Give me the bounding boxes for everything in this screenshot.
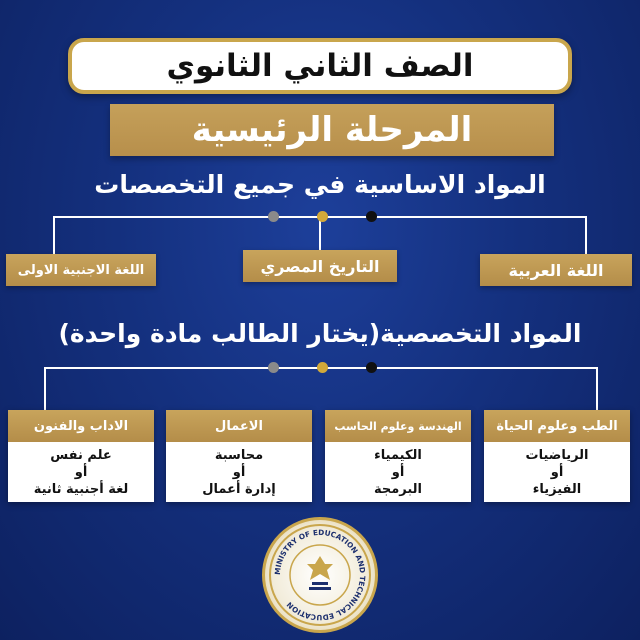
basic-connector-right (585, 216, 587, 258)
stage-title: المرحلة الرئيسية (110, 104, 554, 156)
track-options (166, 442, 312, 502)
subject-egyptian-history: التاريخ المصري (243, 250, 397, 282)
specialized-subjects-heading: المواد التخصصية(يختار الطالب مادة واحدة) (58, 319, 582, 348)
dot-black (366, 362, 377, 373)
track-options (8, 442, 154, 502)
track-card-arts (8, 410, 154, 502)
svg-text:MINISTRY OF EDUCATION AND TECH (273, 528, 367, 622)
dot-gray (268, 211, 279, 222)
seal-icon (265, 520, 375, 630)
track-option: محاسبة (214, 447, 264, 463)
dot-gold (317, 211, 328, 222)
track-name: الاداب والفنون (8, 410, 154, 442)
spec-connector-left (44, 367, 46, 412)
track-option: لغة أجنبية ثانية (33, 481, 129, 497)
subject-first-foreign-language: اللغة الاجنبية الاولى (6, 254, 156, 286)
grade-title: الصف الثاني الثانوي (68, 38, 572, 94)
dot-gold (317, 362, 328, 373)
track-option: علم نفس (50, 447, 112, 463)
basic-connector-left (53, 216, 55, 258)
track-option-or: أو (550, 464, 564, 480)
track-option: الكيمياء (374, 447, 422, 463)
track-option-or: أو (74, 464, 88, 480)
track-card-business (166, 410, 312, 502)
track-option: الرياضيات (525, 447, 589, 463)
track-option: البرمجة (373, 481, 423, 497)
subject-arabic: اللغة العربية (480, 254, 632, 286)
seal-text: MINISTRY OF EDUCATION AND TECHNICAL EDUCATION (272, 527, 368, 623)
basic-subjects-heading: المواد الاساسية في جميع التخصصات (94, 170, 546, 199)
track-options (484, 442, 630, 502)
track-option: الفيزياء (532, 481, 582, 497)
ministry-seal-logo (262, 517, 378, 633)
spec-connector-right (596, 367, 598, 412)
track-card-engineering (325, 410, 471, 502)
track-name: الطب وعلوم الحياة (484, 410, 630, 442)
dot-black (366, 211, 377, 222)
track-option-or: أو (232, 464, 246, 480)
track-name: الهندسة وعلوم الحاسب (325, 410, 471, 442)
dot-gray (268, 362, 279, 373)
track-name: الاعمال (166, 410, 312, 442)
track-card-medicine (484, 410, 630, 502)
track-option: إدارة أعمال (202, 481, 276, 497)
track-option-or: أو (391, 464, 405, 480)
track-options (325, 442, 471, 502)
